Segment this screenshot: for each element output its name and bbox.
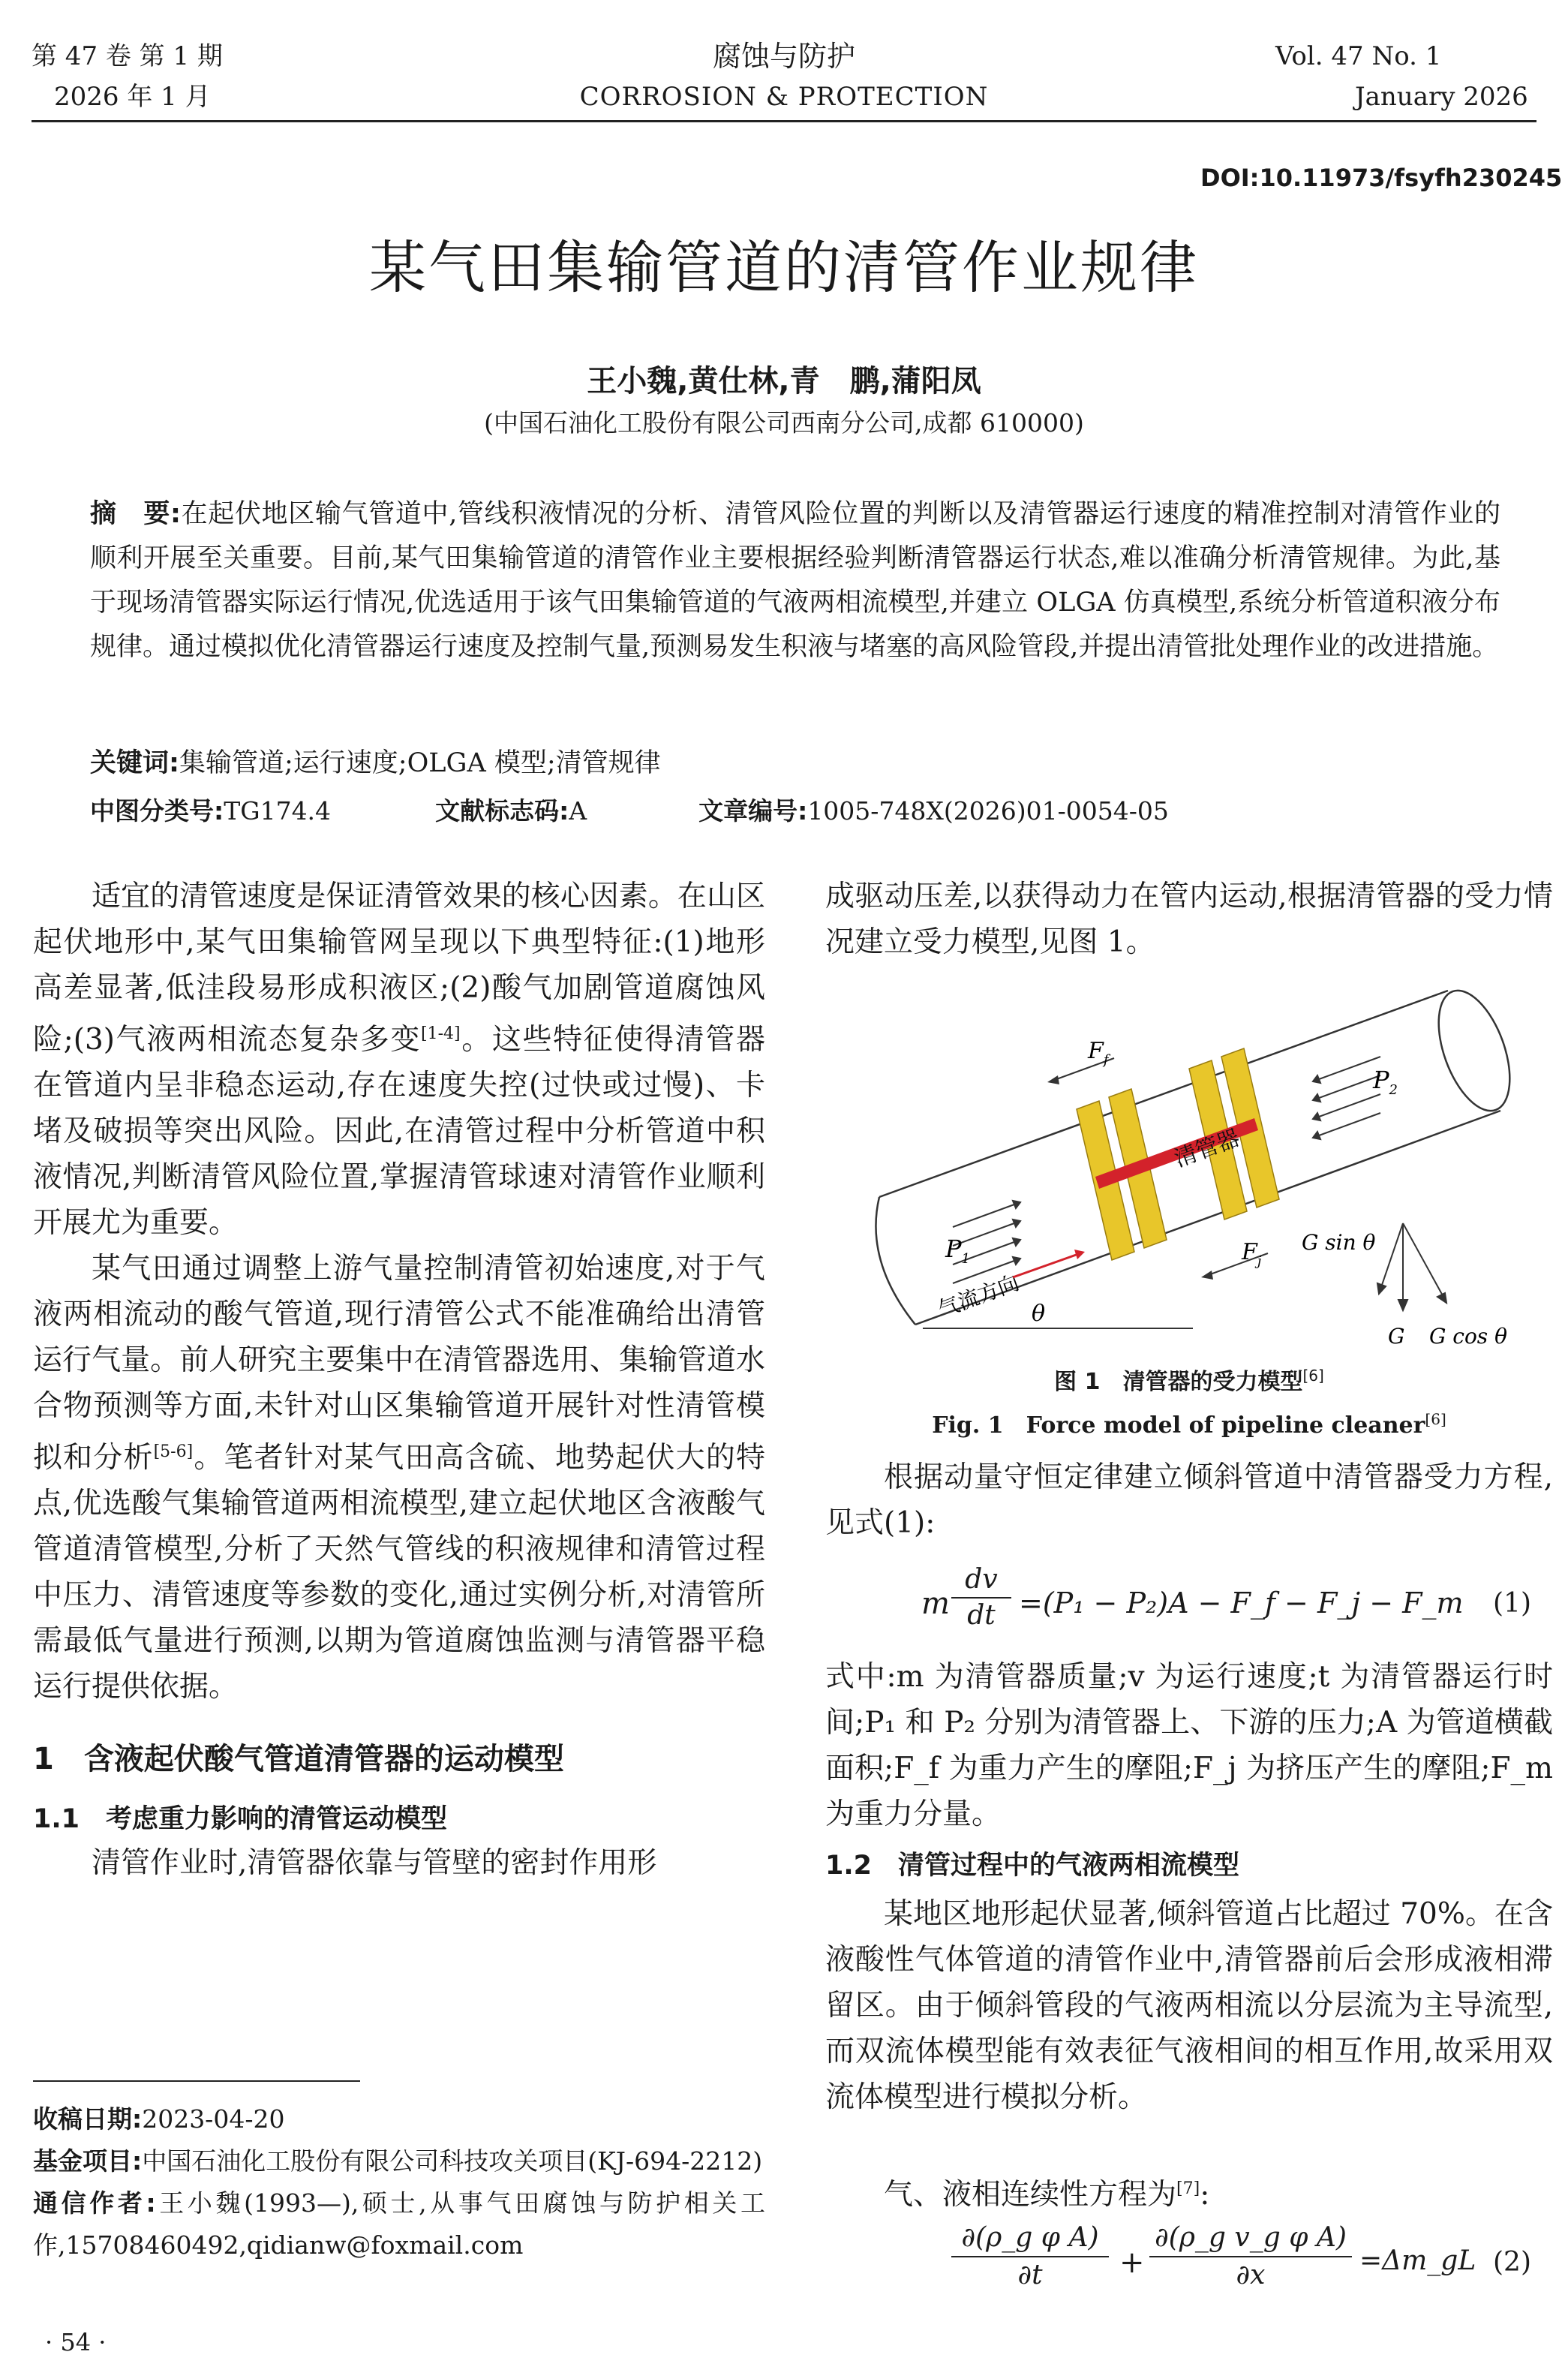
equation-1 — [825, 1562, 1553, 1645]
clc-label: 中图分类号: — [90, 796, 224, 826]
label-gsin: G sin θ — [1302, 1230, 1376, 1255]
fund-project: 基金项目:中国石油化工股份有限公司科技攻关项目(KJ-694-2212) — [33, 2146, 763, 2176]
doi: DOI:10.11973/fsyfh230245 — [1200, 164, 1563, 192]
abstract-label: 摘 要: — [90, 499, 181, 529]
paragraph-right-1: 成驱动压差,以获得动力在管内运动,根据清管器的受力情况建立受力模型,见图 1。 — [825, 880, 1553, 959]
eq2-plus: + — [1119, 2245, 1145, 2280]
label-fj: $F_j$ — [1242, 1239, 1262, 1269]
header-journal-cn: 腐蚀与防护 — [712, 40, 855, 73]
paragraph-1-2: 某地区地形起伏显著,倾斜管道占比超过 70%。在含液酸性气体管道的清管作业中,清管器前后会形成液相滞留区。由于倾斜管段的气液两相流以分层流为主导流型,而双流体模型能有效表征气液相间的相互作用,故采用双流体模型进行模拟分析。 — [825, 1897, 1553, 2114]
section-heading-1: 1 含液起伏酸气管道清管器的运动模型 — [33, 1742, 564, 1776]
figure-caption-cn: 图 1 清管器的受力模型[6] — [1054, 1367, 1324, 1395]
eq2-term2: ∂(ρ_g v_g φ A) ∂x — [1149, 2220, 1352, 2293]
eq1-number: (1) — [1493, 1588, 1531, 1619]
eq1-rhs: =(P₁ − P₂)A − F_f − F_j − F_m — [1019, 1587, 1464, 1620]
page-number: · 54 · — [45, 2328, 107, 2356]
paragraph-variables: 式中:m 为清管器质量;v 为运行速度;t 为清管器运行时间;P₁ 和 P₂ 分别为清管器上、下游的压力;A 为管道横截面积;F_f 为重力产生的摩阻;F_j 为挤压产生的摩阻;F_m 为重力分量。 — [825, 1660, 1553, 1831]
header-volume-en: Vol. 47 No. 1 — [1275, 41, 1442, 71]
header-journal-en: CORROSION & PROTECTION — [579, 82, 989, 112]
footnote — [33, 2098, 765, 2266]
cleaner-label: 清管器 — [1170, 1124, 1244, 1173]
header-volume-cn: 第 47 卷 第 1 期 — [32, 41, 223, 71]
header-date-en: January 2026 — [1355, 82, 1528, 112]
header-date-cn: 2026 年 1 月 — [54, 82, 211, 112]
classification-row — [90, 792, 1169, 830]
eq1-fraction: dv dt — [951, 1562, 1011, 1633]
eq2-term1: ∂(ρ_g φ A) ∂t — [951, 2220, 1109, 2293]
page-title: 某气田集输管道的清管作业规律 — [369, 234, 1199, 301]
keywords-text: 集输管道;运行速度;OLGA 模型;清管规律 — [179, 748, 661, 778]
footnote-rule — [33, 2080, 360, 2082]
paragraph-intro-2: 某气田通过调整上游气量控制清管初始速度,对于气液两相流动的酸气管道,现行清管公式不能准确给出清管运行气量。前人研究主要集中在清管器选用、集输管道水合物预测等方面,未针对山区集输管道开展针对性清管模拟和分析[5-6]。笔者针对某气田高含硫、地势起伏大的特点,优选酸气集输管道两相流模型,建立起伏地区含液酸气管道清管模型,分析了天然气管线的积液规律和清管过程中压力、清管速度等参数的变化,通过实例分析,对清管所需最低气量进行预测,以期为管道腐蚀监测与清管器平稳运行提供依据。 — [33, 1252, 765, 1704]
abstract — [90, 492, 1500, 669]
gravity-vectors — [1377, 1223, 1446, 1310]
keywords — [90, 741, 1500, 786]
paragraph-momentum: 根据动量守恒定律建立倾斜管道中清管器受力方程,见式(1): — [825, 1460, 1553, 1540]
label-theta: θ — [1032, 1301, 1046, 1327]
section-heading-1-1: 1.1 考虑重力影响的清管运动模型 — [33, 1804, 448, 1834]
label-p2: $P_2$ — [1373, 1066, 1398, 1098]
citation: [5-6] — [153, 1442, 194, 1461]
eq2-number: (2) — [1493, 2247, 1531, 2278]
paragraph-continuity: 气、液相连续性方程为[7]: — [884, 2178, 1210, 2212]
received-date: 收稿日期:2023-04-20 — [33, 2104, 285, 2134]
flow-direction-arrow — [1013, 1250, 1085, 1277]
label-p1: $P_1$ — [945, 1235, 970, 1267]
equation-2 — [825, 2220, 1553, 2310]
eq1-m: m — [921, 1587, 950, 1621]
label-g: G — [1388, 1324, 1405, 1349]
paragraph-intro-1: 适宜的清管速度是保证清管效果的核心因素。在山区起伏地形中,某气田集输管网呈现以下典型特征:(1)地形高差显著,低洼段易形成积液区;(2)酸气加剧管道腐蚀风险;(3)气液两相流态复杂多变[1-4]。这些特征使得清管器在管道内呈非稳态运动,存在速度失控(过快或过慢)、卡堵及破损等突出风险。因此,在清管过程中分析管道中积液情况,判断清管风险位置,掌握清管球速对清管作业顺利开展尤为重要。 — [33, 880, 765, 1240]
downstream-pressure-arrows — [1313, 1057, 1380, 1139]
affiliation: (中国石油化工股份有限公司西南分公司,成都 610000) — [484, 408, 1084, 438]
paragraph-1-1: 清管作业时,清管器依靠与管壁的密封作用形 — [92, 1846, 657, 1880]
header-rule — [32, 120, 1536, 122]
label-ff: $F_f$ — [1088, 1038, 1109, 1068]
authors: 王小魏,黄仕林,青 鹏,蒲阳凤 — [587, 364, 981, 399]
article-no-label: 文章编号: — [698, 796, 808, 826]
abstract-text: 在起伏地区输气管道中,管线积液情况的分析、清管风险位置的判断以及清管器运行速度的精准控制对清管作业的顺利开展至关重要。目前,某气田集输管道的清管作业主要根据经验判断清管器运行状态,难以准确分析清管规律。为此,基于现场清管器实际运行情况,优选适用于该气田集输管道的气液两相流模型,并建立 OLGA 仿真模型,系统分析管道积液分布规律。通过模拟优化清管器运行速度及控制气量,预测易发生积液与堵塞的高风险管段,并提出清管批处理作业的改进措施。 — [90, 499, 1501, 662]
clc-value: TG174.4 — [224, 796, 332, 826]
label-gcos: G cos θ — [1429, 1324, 1507, 1349]
doc-code-label: 文献标志码: — [435, 796, 569, 826]
flow-direction-label: 气流方向 — [935, 1270, 1023, 1322]
corresponding-author: 通信作者:王小魏(1993—),硕士,从事气田腐蚀与防护相关工作,15708460492,qidianw@foxmail.com — [33, 2188, 765, 2260]
citation: [1-4] — [421, 1024, 461, 1043]
figure-caption-en: Fig. 1 Force model of pipeline cleaner[6] — [932, 1410, 1446, 1439]
figure-1-force-model — [870, 976, 1530, 1351]
doc-code-value: A — [569, 796, 587, 826]
section-heading-1-2: 1.2 清管过程中的气液两相流模型 — [825, 1851, 1240, 1881]
article-no-value: 1005-748X(2026)01-0054-05 — [807, 796, 1169, 826]
eq2-rhs: =Δm_gL — [1359, 2245, 1476, 2276]
keywords-label: 关键词: — [90, 748, 179, 778]
left-column — [33, 874, 765, 1886]
